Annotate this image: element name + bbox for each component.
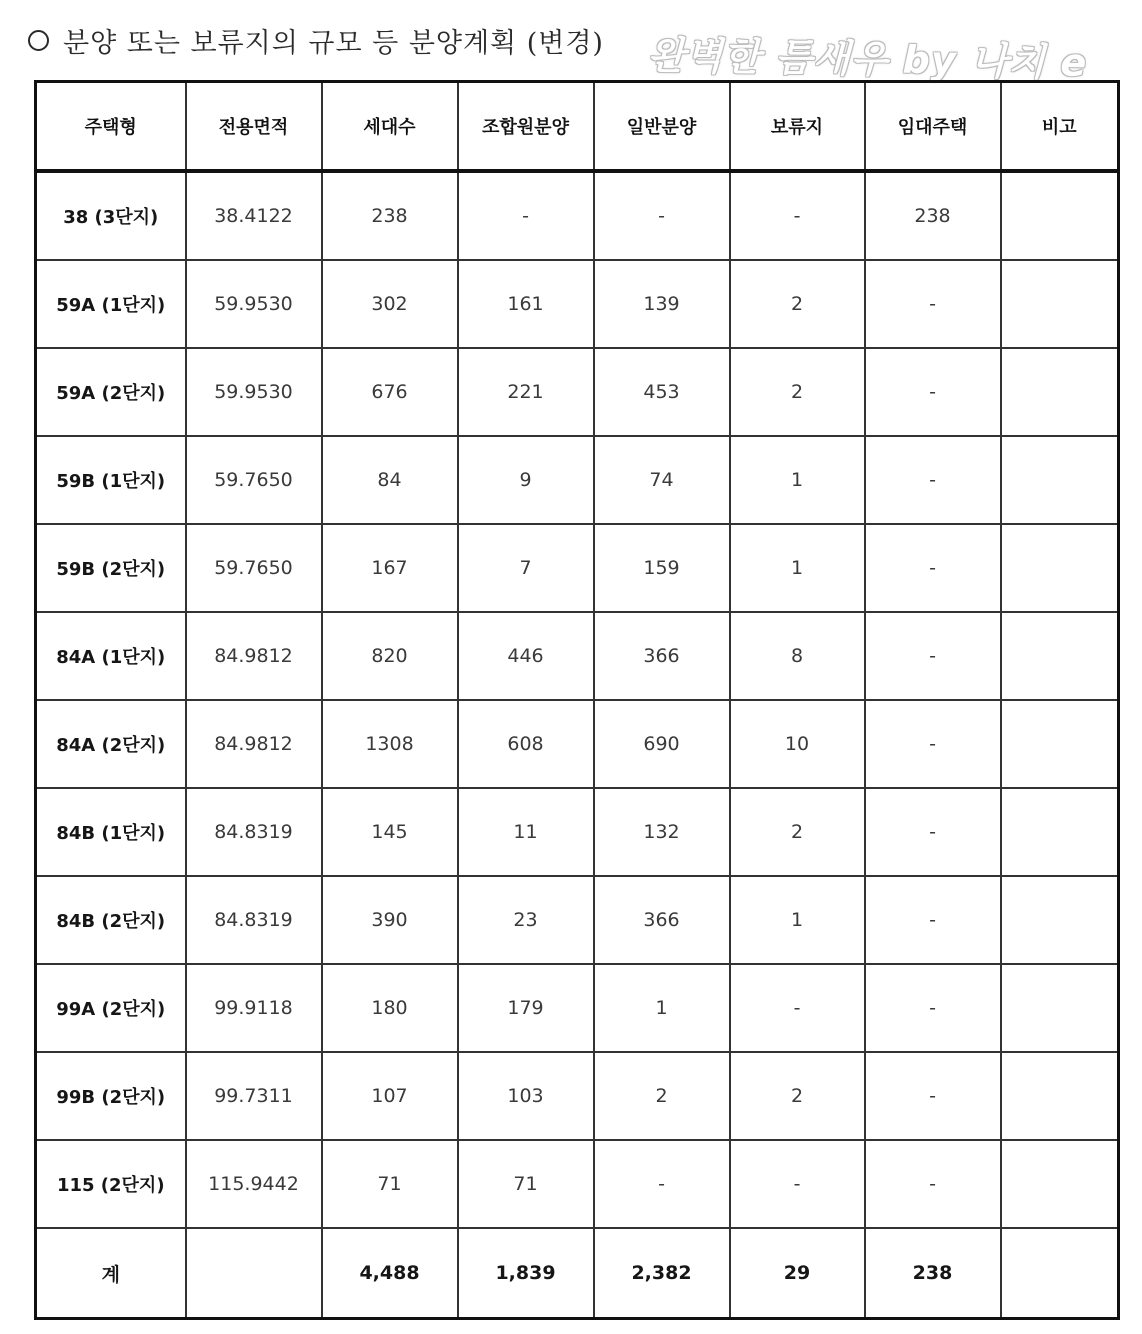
cell-member-sales: 221 <box>458 348 594 436</box>
cell-rental-housing: - <box>865 524 1001 612</box>
cell-exclusive-area: 59.9530 <box>186 348 322 436</box>
table-row <box>36 1140 1119 1228</box>
cell-member-sales: 446 <box>458 612 594 700</box>
table-row <box>36 171 1119 260</box>
cell-exclusive-area: 84.8319 <box>186 876 322 964</box>
cell-rental-housing: - <box>865 1052 1001 1140</box>
cell-households: 145 <box>322 788 458 876</box>
sales-plan-table <box>34 80 1120 1320</box>
cell-rental-housing: - <box>865 612 1001 700</box>
cell-remarks <box>1001 788 1119 876</box>
cell-housing-type: 59B (1단지) <box>36 436 186 524</box>
cell-reserved-lots: 1 <box>730 436 865 524</box>
section-heading <box>28 20 604 60</box>
cell-member-sales: 103 <box>458 1052 594 1140</box>
header-reserved-lots: 보류지 <box>730 82 865 172</box>
cell-households: 167 <box>322 524 458 612</box>
cell-exclusive-area: 84.9812 <box>186 700 322 788</box>
cell-rental-housing: - <box>865 788 1001 876</box>
cell-remarks <box>1001 700 1119 788</box>
cell-general-sales: 690 <box>594 700 730 788</box>
cell-member-sales: 179 <box>458 964 594 1052</box>
cell-remarks <box>1001 612 1119 700</box>
cell-exclusive-area: 84.8319 <box>186 788 322 876</box>
cell-households: 676 <box>322 348 458 436</box>
table-row <box>36 612 1119 700</box>
cell-housing-type: 38 (3단지) <box>36 171 186 260</box>
cell-member-sales: 608 <box>458 700 594 788</box>
table-row <box>36 876 1119 964</box>
cell-households: 302 <box>322 260 458 348</box>
cell-housing-type: 59A (2단지) <box>36 348 186 436</box>
cell-general-sales: - <box>594 171 730 260</box>
cell-rental-housing: - <box>865 876 1001 964</box>
cell-housing-type: 99B (2단지) <box>36 1052 186 1140</box>
cell-households: 71 <box>322 1140 458 1228</box>
cell-rental-housing: - <box>865 260 1001 348</box>
cell-rental-housing: - <box>865 1140 1001 1228</box>
cell-general-sales: 453 <box>594 348 730 436</box>
cell-exclusive-area: 38.4122 <box>186 171 322 260</box>
total-rental-housing: 238 <box>865 1228 1001 1319</box>
cell-reserved-lots: 2 <box>730 260 865 348</box>
cell-member-sales: 161 <box>458 260 594 348</box>
total-exclusive-area <box>186 1228 322 1319</box>
cell-housing-type: 84B (2단지) <box>36 876 186 964</box>
cell-exclusive-area: 59.7650 <box>186 436 322 524</box>
header-general-sales: 일반분양 <box>594 82 730 172</box>
header-member-sales: 조합원분양 <box>458 82 594 172</box>
table-row <box>36 524 1119 612</box>
cell-households: 238 <box>322 171 458 260</box>
watermark: 완벽한 틈새우 by 나치 e <box>647 33 1088 85</box>
total-reserved-lots: 29 <box>730 1228 865 1319</box>
table-row <box>36 700 1119 788</box>
table-row <box>36 348 1119 436</box>
cell-reserved-lots: - <box>730 964 865 1052</box>
cell-remarks <box>1001 1052 1119 1140</box>
cell-exclusive-area: 99.7311 <box>186 1052 322 1140</box>
header-rental-housing: 임대주택 <box>865 82 1001 172</box>
cell-member-sales: 9 <box>458 436 594 524</box>
table-row <box>36 436 1119 524</box>
header-remarks: 비고 <box>1001 82 1119 172</box>
cell-households: 820 <box>322 612 458 700</box>
cell-rental-housing: - <box>865 964 1001 1052</box>
cell-housing-type: 59A (1단지) <box>36 260 186 348</box>
table-header-row <box>36 82 1119 172</box>
cell-remarks <box>1001 524 1119 612</box>
cell-remarks <box>1001 436 1119 524</box>
cell-housing-type: 99A (2단지) <box>36 964 186 1052</box>
cell-housing-type: 84A (1단지) <box>36 612 186 700</box>
total-general-sales: 2,382 <box>594 1228 730 1319</box>
cell-general-sales: 366 <box>594 612 730 700</box>
cell-housing-type: 115 (2단지) <box>36 1140 186 1228</box>
cell-member-sales: 23 <box>458 876 594 964</box>
table-total-row <box>36 1228 1119 1319</box>
header-households: 세대수 <box>322 82 458 172</box>
cell-general-sales: 132 <box>594 788 730 876</box>
cell-reserved-lots: - <box>730 171 865 260</box>
cell-remarks <box>1001 260 1119 348</box>
cell-remarks <box>1001 964 1119 1052</box>
cell-reserved-lots: 2 <box>730 348 865 436</box>
cell-housing-type: 84A (2단지) <box>36 700 186 788</box>
total-households: 4,488 <box>322 1228 458 1319</box>
table-row <box>36 260 1119 348</box>
cell-remarks <box>1001 1140 1119 1228</box>
cell-households: 180 <box>322 964 458 1052</box>
cell-reserved-lots: 1 <box>730 524 865 612</box>
sales-plan-table-container <box>34 80 1117 1313</box>
cell-housing-type: 84B (1단지) <box>36 788 186 876</box>
cell-general-sales: 159 <box>594 524 730 612</box>
cell-rental-housing: 238 <box>865 171 1001 260</box>
cell-general-sales: 74 <box>594 436 730 524</box>
table-row <box>36 788 1119 876</box>
cell-remarks <box>1001 348 1119 436</box>
cell-households: 84 <box>322 436 458 524</box>
cell-reserved-lots: 1 <box>730 876 865 964</box>
cell-exclusive-area: 115.9442 <box>186 1140 322 1228</box>
cell-member-sales: - <box>458 171 594 260</box>
table-row <box>36 964 1119 1052</box>
total-remarks <box>1001 1228 1119 1319</box>
cell-households: 1308 <box>322 700 458 788</box>
cell-general-sales: 139 <box>594 260 730 348</box>
cell-member-sales: 11 <box>458 788 594 876</box>
table-row <box>36 1052 1119 1140</box>
cell-rental-housing: - <box>865 700 1001 788</box>
cell-reserved-lots: 2 <box>730 788 865 876</box>
cell-member-sales: 71 <box>458 1140 594 1228</box>
cell-general-sales: 366 <box>594 876 730 964</box>
cell-general-sales: 2 <box>594 1052 730 1140</box>
cell-general-sales: 1 <box>594 964 730 1052</box>
circle-bullet-icon <box>28 30 49 51</box>
cell-exclusive-area: 59.7650 <box>186 524 322 612</box>
header-housing-type: 주택형 <box>36 82 186 172</box>
cell-rental-housing: - <box>865 348 1001 436</box>
total-member-sales: 1,839 <box>458 1228 594 1319</box>
cell-exclusive-area: 99.9118 <box>186 964 322 1052</box>
cell-member-sales: 7 <box>458 524 594 612</box>
cell-housing-type: 59B (2단지) <box>36 524 186 612</box>
cell-rental-housing: - <box>865 436 1001 524</box>
cell-remarks <box>1001 876 1119 964</box>
cell-general-sales: - <box>594 1140 730 1228</box>
cell-reserved-lots: - <box>730 1140 865 1228</box>
cell-households: 107 <box>322 1052 458 1140</box>
cell-reserved-lots: 8 <box>730 612 865 700</box>
cell-households: 390 <box>322 876 458 964</box>
total-housing-type: 계 <box>36 1228 186 1319</box>
cell-exclusive-area: 59.9530 <box>186 260 322 348</box>
cell-exclusive-area: 84.9812 <box>186 612 322 700</box>
section-heading-text: 분양 또는 보류지의 규모 등 분양계획 (변경) <box>63 27 604 59</box>
table-body <box>36 171 1119 1319</box>
cell-reserved-lots: 2 <box>730 1052 865 1140</box>
cell-reserved-lots: 10 <box>730 700 865 788</box>
cell-remarks <box>1001 171 1119 260</box>
header-exclusive-area: 전용면적 <box>186 82 322 172</box>
